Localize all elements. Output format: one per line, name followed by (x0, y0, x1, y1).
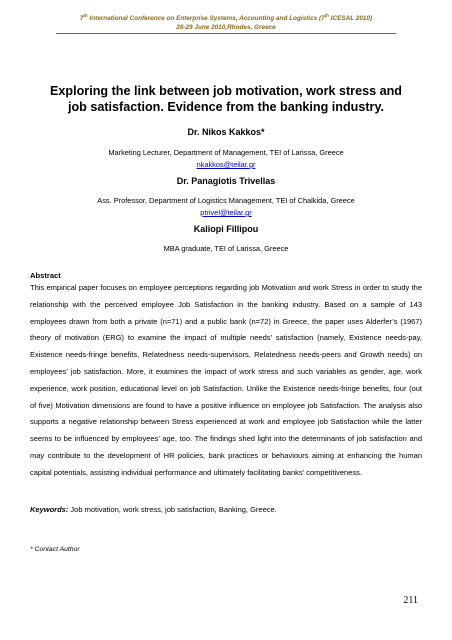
running-head-edition: 7 (79, 15, 84, 23)
author-affiliation: MBA graduate, TEI of Larissa, Greece (163, 244, 289, 253)
author-email-link[interactable]: nkakkos@teilar.gr (196, 160, 256, 169)
running-head-sup: th (324, 13, 329, 18)
running-head (30, 12, 422, 32)
author-name: Dr. Panagiotis Trivellas (176, 176, 276, 186)
keywords-text: Job motivation, work stress, job satisfaction, Banking, Greece. (68, 505, 277, 514)
author-block-3 (30, 224, 422, 253)
author-name: Kaliopi Fillipou (193, 224, 259, 234)
author-block-2 (30, 176, 422, 217)
running-head-conference: International Conference on Enterprise Systems, Accounting and Logistics (7 (87, 15, 325, 23)
header-rule (56, 33, 396, 34)
author-affiliation: Ass. Professor, Department of Logistics Management, TEI of Chalkida, Greece (97, 196, 355, 205)
page-number: 211 (403, 595, 418, 606)
author-email-link[interactable]: ptrivel@teilar.gr (200, 208, 252, 217)
author-block-1 (30, 127, 422, 169)
footnote: * Contact Author (30, 546, 80, 553)
abstract-heading: Abstract (30, 271, 61, 280)
running-head-acronym: ICESAL 2010) (328, 15, 373, 23)
keywords (30, 505, 422, 514)
author-affiliation: Marketing Lecturer, Department of Management, TEI of Larissa, Greece (108, 148, 344, 157)
author-name: Dr. Nikos Kakkos* (187, 127, 265, 137)
abstract-body: This empirical paper focuses on employee perceptions regarding job Motivation and work Stress in order to study the relationship with the perceived employee Job Satisfaction in the banking industry. Based on a sample of 143 employees drawn from both a private (n=71) and a public bank (n=72) in Greece, the paper uses Alderfer’s (1967) theory of motivation (ERG) to examine the impact of multiple needs’ satisfaction (namely, Existence needs-pay, Existence needs-fringe benefits, Relatedness needs-supervisors, Relatedness needs-peers and Growth needs) on employees’ job satisfaction. More, it examines the impact of work stress and such variables as gender, age, work experience, work position, educational level on job Satisfaction. Unlike the Existence needs-fringe benefits, four (out of five) Motivation dimensions are found to have a positive influence on employee job Satisfaction. The analysis also supports a negative relationship between Stress experienced at work and employee job Satisfaction while the latter seems to be influenced by employees’ age, too. The findings shed light into the determinants of job satisfaction and may contribute to the development of HR policies, bank practices or behaviours aiming at enhancing the human capital potentials, assisting individual performance and ultimately facilitating banks’ competitiveness. (30, 283, 422, 477)
running-head-line2: 28-29 June 2010,Rhodes, Greece (176, 23, 276, 31)
paper-title: Exploring the link between job motivation, work stress and job satisfaction. Evidence from the banking industry. (50, 84, 402, 114)
keywords-label: Keywords: (30, 505, 69, 514)
running-head-sup: th (83, 13, 88, 18)
running-head-line1 (30, 12, 422, 24)
